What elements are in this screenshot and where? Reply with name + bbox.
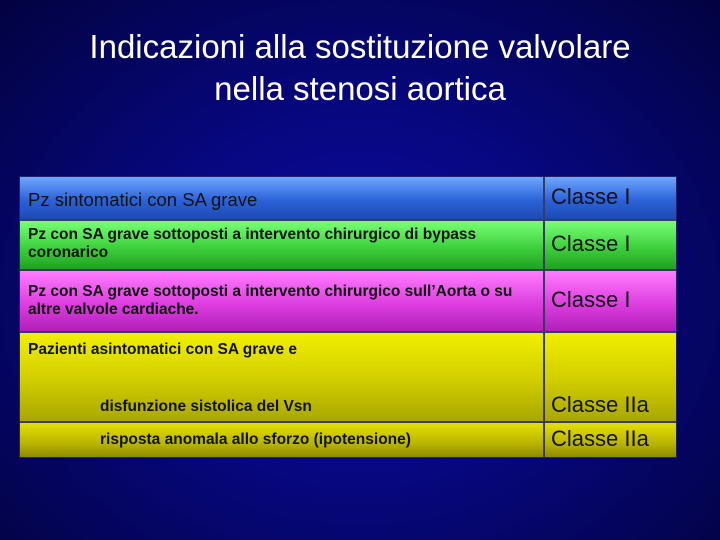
subrow-2-class-cell	[545, 423, 676, 457]
row-divider-1	[20, 219, 676, 221]
subrow-2-indication-cell	[20, 423, 543, 457]
row-2-indication-cell	[20, 221, 543, 269]
slide-title	[0, 26, 720, 110]
row-1-class: Classe I	[551, 184, 631, 209]
row-3-class: Classe I	[551, 287, 631, 312]
slide-title-line-1: Indicazioni alla sostituzione valvolare	[89, 28, 631, 65]
subrow-1-indication-cell	[20, 383, 543, 421]
row-1-class-cell	[545, 177, 676, 219]
row-3-class-cell	[545, 271, 676, 331]
subrow-2-class: Classe IIa	[551, 426, 649, 451]
row-divider-4	[20, 421, 676, 423]
row-divider-3	[20, 331, 676, 333]
slide-title-line-2: nella stenosi aortica	[214, 70, 506, 107]
subrow-1-class-cell	[545, 383, 676, 421]
row-2-indication: Pz con SA grave sottoposti a intervento chirurgico di bypass coronarico	[28, 226, 477, 261]
row-2-class: Classe I	[551, 231, 631, 256]
row-1-indication: Pz sintomatici con SA grave	[28, 189, 258, 210]
row-divider-2	[20, 269, 676, 271]
indications-table	[19, 176, 677, 458]
subrow-2-indication: risposta anomala allo sforzo (ipotensione)	[100, 431, 411, 448]
subrow-1-class: Classe IIa	[551, 392, 649, 417]
asymptomatic-header: Pazienti asintomatici con SA grave e	[28, 341, 298, 358]
row-3-indication-cell	[20, 271, 543, 331]
row-2-class-cell	[545, 221, 676, 269]
subrow-1-indication: disfunzione sistolica del Vsn	[100, 398, 312, 415]
row-1-indication-cell	[20, 177, 543, 219]
row-3-indication: Pz con SA grave sottoposti a intervento chirurgico sull’Aorta o su altre valvole cardiache.	[28, 283, 513, 318]
